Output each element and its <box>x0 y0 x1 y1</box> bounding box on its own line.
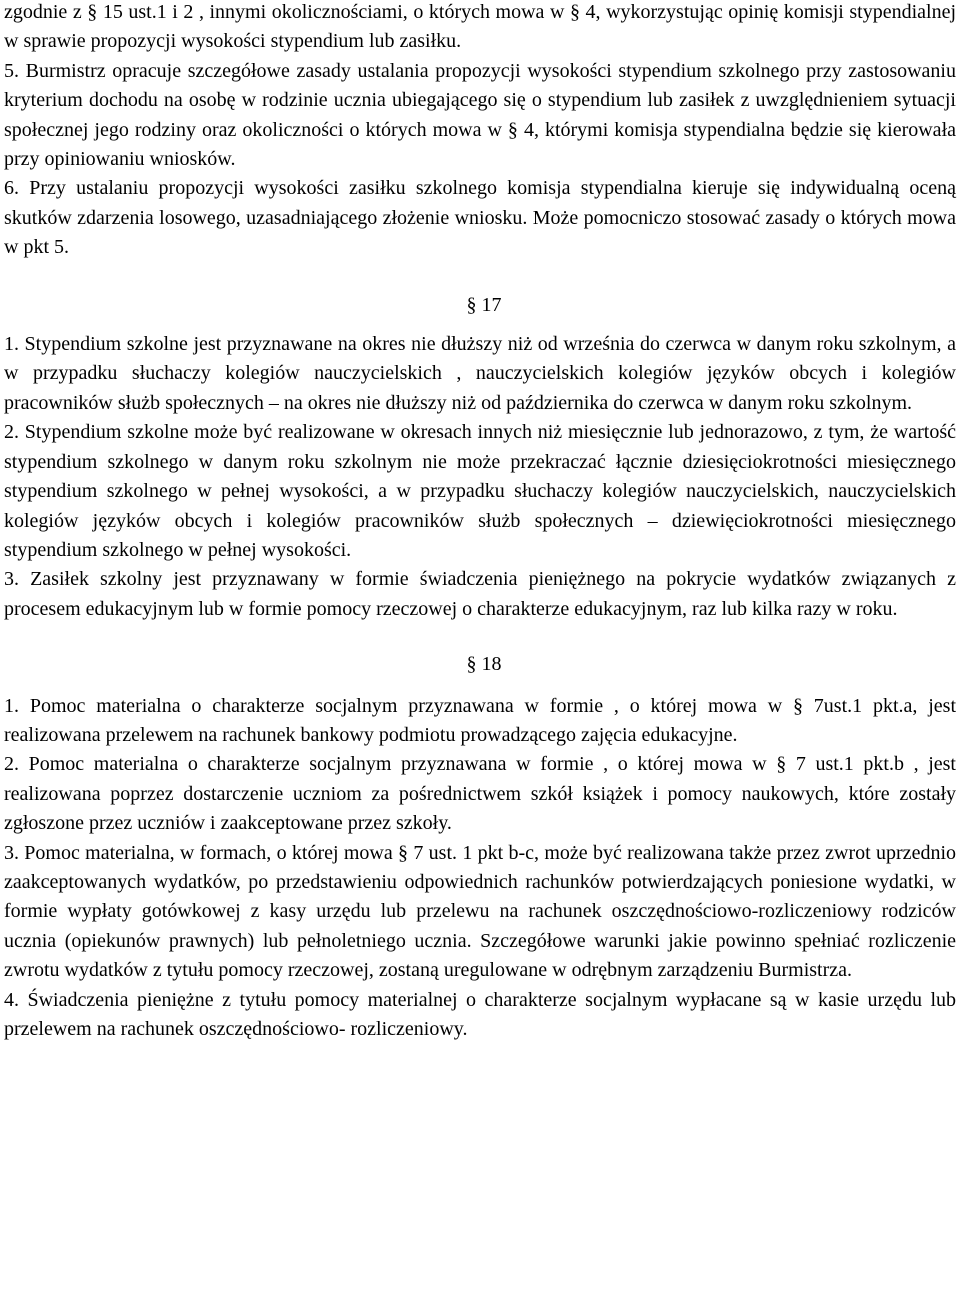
section-18-item-2: 2. Pomoc materialna o charakterze socjalnym przyznawana w formie , o której mowa w § 7 ust.1 pkt.b , jest realizowana poprzez dostarczenie uczniom za pośrednictwem szkół książek i pomocy naukowych, które zostały zgłoszone przez uczniów i zaakceptowane przez szkoły. <box>4 753 956 835</box>
section-17-item-3: 3. Zasiłek szkolny jest przyznawany w formie świadczenia pieniężnego na pokrycie wydatków związanych z procesem edukacyjnym lub w formie pomocy rzeczowej o charakterze edukacyjnym, raz lub kilka razy w roku. <box>4 568 956 620</box>
section-18-item-1: 1. Pomoc materialna o charakterze socjalnym przyznawana w formie , o której mowa w § 7ust.1 pkt.a, jest realizowana przelewem na rachunek bankowy podmiotu prowadzącego zajęcia edukacyjne. <box>4 694 956 746</box>
paragraph-item-5: 5. Burmistrz opracuje szczegółowe zasady ustalania propozycji wysokości stypendium szkolnego przy zastosowaniu kryterium dochodu na osobę w rodzinie ucznia ubiegającego się o stypendium lub zasiłek z uwzględnieniem sytuacji społecznej jego rodziny oraz okoliczności o których mowa w § 4, którymi komisja stypendialna będzie się kierowała przy opiniowaniu wniosków. <box>4 59 956 171</box>
section-18-item-3: 3. Pomoc materialna, w formach, o której mowa § 7 ust. 1 pkt b-c, może być realizowana także przez zwrot uprzednio zaakceptowanych wydatków, po przedstawieniu odpowiednich rachunków potwierdzających poniesione wydatki, w formie wypłaty gotówkowej z kasy urzędu lub przelewu na rachunek oszczędnościowo-rozliczeniowy rodziców ucznia (opiekunów prawnych) lub pełnoletniego ucznia. Szczegółowe warunki jakie powinno spełniać rozliczenie zwrotu wydatków z tytułu pomocy rzeczowej, zostaną uregulowane w odrębnym zarządzeniu Burmistrza. <box>4 841 956 982</box>
top-continuation-paragraph: zgodnie z § 15 ust.1 i 2 , innymi okolicznościami, o których mowa w § 4, wykorzystując opinię komisji stypendialnej w sprawie propozycji wysokości stypendium lub zasiłku. <box>4 1 956 53</box>
section-17-heading: § 17 <box>466 293 502 316</box>
section-18-body <box>4 692 956 1045</box>
paragraph-item-6: 6. Przy ustalaniu propozycji wysokości zasiłku szkolnego komisja stypendialna kieruje się indywidualną oceną skutków zdarzenia losowego, uzasadniającego złożenie wniosku. Może pomocniczo stosować zasady o których mowa w pkt 5. <box>4 177 956 259</box>
document-page <box>4 0 956 1044</box>
section-18-item-4: 4. Świadczenia pieniężne z tytułu pomocy materialnej o charakterze socjalnym wypłacane są w kasie urzędu lub przelewem na rachunek oszczędnościowo- rozliczeniowy. <box>4 988 956 1040</box>
section-17-item-2: 2. Stypendium szkolne może być realizowane w okresach innych niż miesięcznie lub jednorazowo, z tym, że wartość stypendium szkolnego w danym roku szkolnym nie może przekraczać łącznie dziesięciokrotności miesięcznego stypendium szkolnego w pełnej wysokości, a w przypadku słuchaczy kolegiów nauczycielskich, nauczycielskich kolegiów języków obcych i kolegiów pracowników służb społecznych – dziewięciokrotności miesięcznego stypendium szkolnego w pełnej wysokości. <box>4 421 956 561</box>
section-17-body <box>4 330 956 624</box>
section-17-item-1: 1. Stypendium szkolne jest przyznawane na okres nie dłuższy niż od września do czerwca w danym roku szkolnym, a w przypadku słuchaczy kolegiów nauczycielskich , nauczycielskich kolegiów języków obcych i kolegiów pracowników służb społecznych – na okres nie dłuższy niż od października do czerwca w danym roku szkolnym. <box>4 333 956 414</box>
section-18-heading: § 18 <box>466 653 502 676</box>
